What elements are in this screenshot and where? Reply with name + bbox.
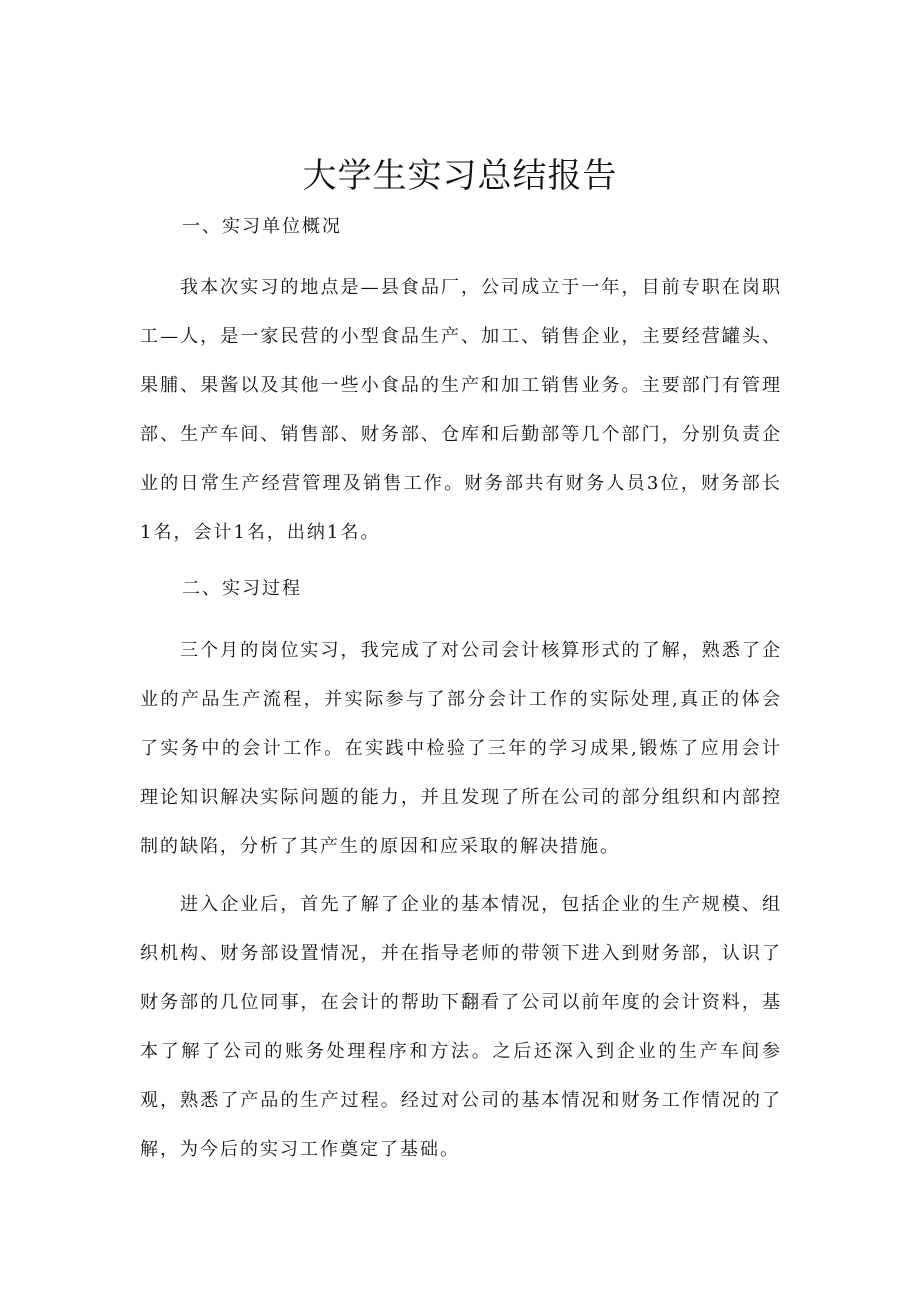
document-title: 大学生实习总结报告: [302, 156, 618, 196]
paragraph-unit-overview: 我本次实习的地点是—县食品厂，公司成立于一年，目前专职在岗职工—人，是一家民营的小型食品生产、加工、销售企业，主要经营罐头、果脯、果酱以及其他一些小食品的生产和加工销售业务。主要部门有管理部、生产车间、销售部、财务部、仓库和后勤部等几个部门，分别负责企业的日常生产经营管理及销售工作。财务部共有财务人员3位，财务部长1名，会计1名，出纳1名。: [140, 277, 782, 543]
paragraph-internship-summary: 三个月的岗位实习，我完成了对公司会计核算形式的了解，熟悉了企业的产品生产流程，并实际参与了部分会计工作的实际处理,真正的体会了实务中的会计工作。在实践中检验了三年的学习成果,锻炼了应用会计理论知识解决实际问题的能力，并且发现了所在公司的部分组织和内部控制的缺陷，分析了其产生的原因和应采取的解决措施。: [140, 640, 782, 857]
section-heading-unit-overview: 一、实习单位概况: [182, 216, 342, 237]
paragraph-company-introduction: 进入企业后，首先了解了企业的基本情况，包括企业的生产规模、组织机构、财务部设置情况，并在指导老师的带领下进入到财务部，认识了财务部的几位同事，在会计的帮助下翻看了公司以前年度的会计资料，基本了解了公司的账务处理程序和方法。之后还深入到企业的生产车间参观，熟悉了产品的生产过程。经过对公司的基本情况和财务工作情况的了解，为今后的实习工作奠定了基础。: [140, 894, 782, 1160]
section-heading-internship-process: 二、实习过程: [182, 578, 302, 599]
